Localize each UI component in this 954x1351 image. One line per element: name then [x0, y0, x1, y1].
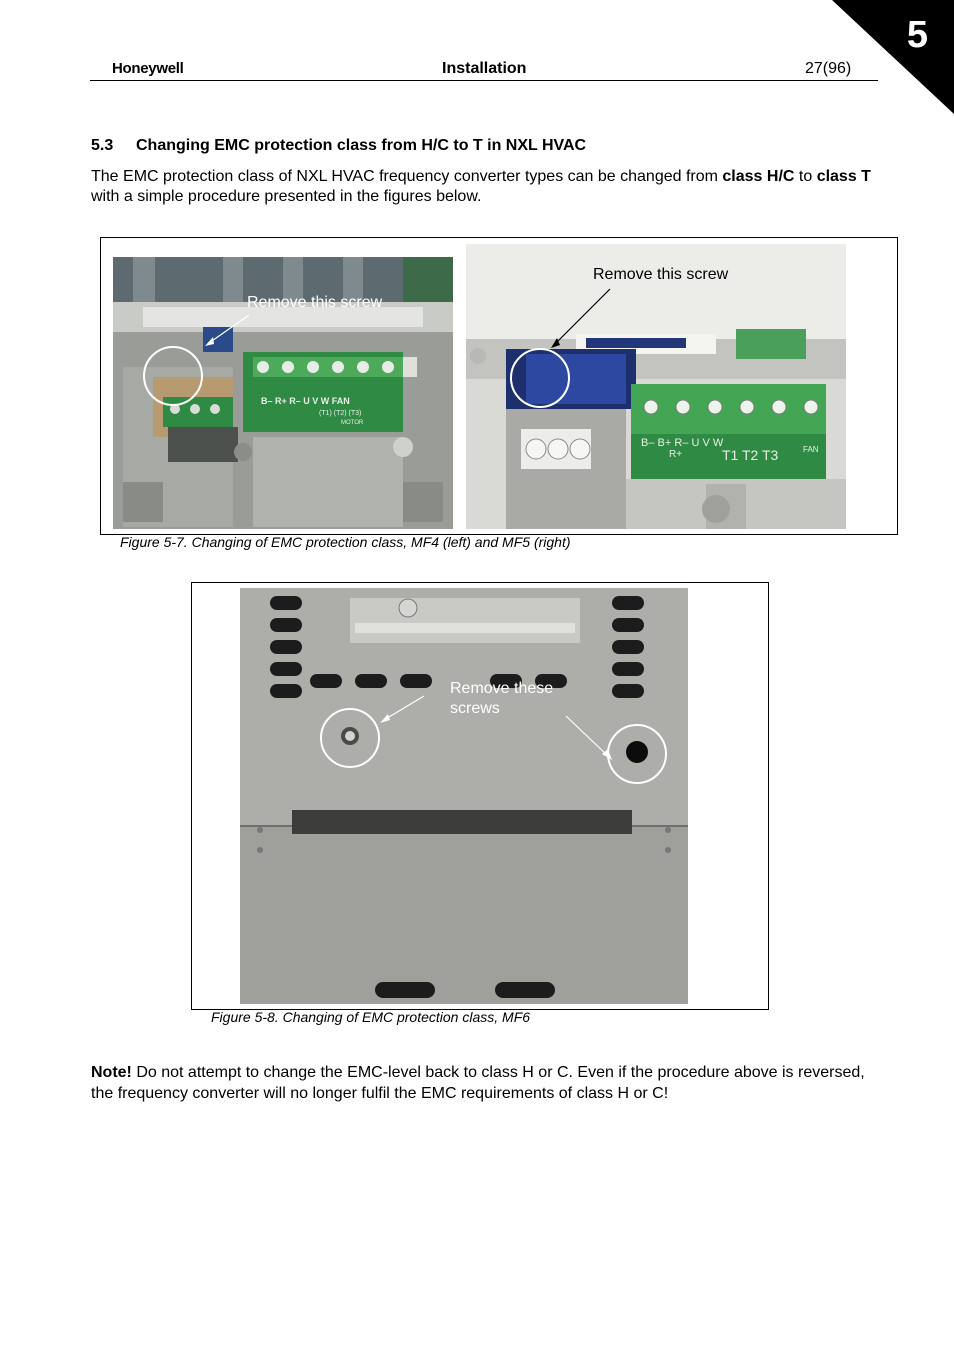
figure-mf4-mf5	[100, 237, 898, 535]
chapter-tab	[832, 0, 954, 114]
page-header	[90, 58, 878, 81]
svg-text:FAN: FAN	[803, 445, 819, 454]
note-text: Do not attempt to change the EMC-level back to class H or C. Even if the procedure above is reversed, the frequency converter will no longer fulfil the EMC requirements of class H or C!	[91, 1064, 865, 1102]
brand-logo: Honeywell	[112, 60, 184, 77]
section-heading	[91, 137, 586, 155]
svg-text:T1 T2 T3: T1 T2 T3	[722, 447, 779, 463]
remove-screw-label-right: Remove this screw	[593, 266, 729, 283]
intro-text-3: with a simple procedure presented in the figures below.	[91, 188, 482, 205]
intro-bold-1: class H/C	[722, 168, 795, 185]
section-number: 5.3	[91, 137, 114, 154]
intro-text-1: The EMC protection class of NXL HVAC frequency converter types can be changed from	[91, 168, 723, 185]
chapter-number: 5	[906, 14, 928, 56]
figure-caption-2: Figure 5-8. Changing of EMC protection class, MF6	[211, 1009, 531, 1025]
figure-caption-1: Figure 5-7. Changing of EMC protection class, MF4 (left) and MF5 (right)	[120, 534, 571, 550]
intro-bold-2: class T	[816, 168, 871, 185]
photo-mf5	[466, 244, 846, 529]
remove-screw-label-left: Remove this screw	[247, 294, 383, 311]
intro-paragraph	[91, 167, 891, 207]
header-title: Installation	[442, 60, 527, 77]
svg-text:(T1) (T2) (T3): (T1) (T2) (T3)	[319, 410, 362, 417]
note-label: Note!	[91, 1064, 132, 1081]
remove-screws-label-line2: screws	[450, 700, 500, 717]
section-title: Changing EMC protection class from H/C to T in NXL HVAC	[136, 137, 587, 154]
page-number: 27(96)	[805, 60, 852, 77]
svg-text:R+: R+	[669, 449, 683, 460]
intro-text-2: to	[794, 168, 817, 185]
photo-mf6	[240, 588, 688, 1004]
remove-screws-label-line1: Remove these	[450, 680, 554, 697]
note-paragraph	[91, 1062, 881, 1104]
photo-mf4	[113, 257, 453, 529]
figure-mf6	[191, 582, 769, 1010]
board-labels-mf4: B– R+ R– U V W FAN	[261, 396, 350, 406]
remove-screws-label	[450, 679, 553, 719]
svg-text:MOTOR: MOTOR	[341, 420, 364, 426]
board-labels-mf5: B– B+ R– U V W	[641, 437, 724, 449]
